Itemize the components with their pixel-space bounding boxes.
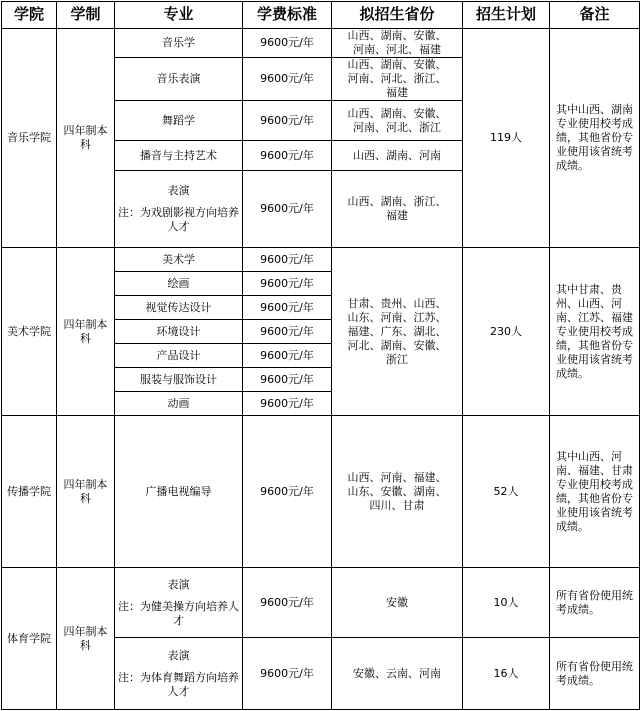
table-row — [2, 416, 640, 568]
provinces-line: 山西、河南、福建、 — [347, 470, 447, 484]
college-cell: 音乐学院 — [2, 29, 57, 248]
major-cell: 视觉传达设计 — [115, 296, 243, 320]
provinces-cell — [332, 58, 463, 101]
plan-cell: 16人 — [463, 638, 550, 710]
provinces-line: 河南、河北、浙江 — [353, 120, 441, 134]
provinces-line: 甘肃、贵州、山西、 — [347, 296, 447, 310]
header-plan: 招生计划 — [463, 2, 550, 29]
provinces-line: 山东、安徽、湖南、 — [347, 484, 447, 498]
major-cell: 绘画 — [115, 272, 243, 296]
tuition-cell: 9600元/年 — [243, 101, 332, 141]
tuition-cell: 9600元/年 — [243, 272, 332, 296]
major-note: 注：为健美操方向培养人才 — [118, 599, 239, 627]
provinces-cell — [332, 101, 463, 141]
remark-cell: 所有省份使用统考成绩。 — [550, 568, 640, 638]
provinces-line: 四川、甘肃 — [369, 498, 425, 512]
plan-cell: 10人 — [463, 568, 550, 638]
tuition-cell: 9600元/年 — [243, 29, 332, 58]
tuition-cell: 9600元/年 — [243, 320, 332, 344]
provinces-line: 山西、湖南、安徽、 — [347, 106, 447, 120]
provinces-line: 山西、湖南、河南 — [353, 148, 441, 162]
header-college: 学院 — [2, 2, 57, 29]
header-provinces: 拟招生省份 — [332, 2, 463, 29]
remark-cell: 其中甘肃、贵州、山西、河南、江苏、福建专业使用校考成绩，其他省份专业使用该省统考成绩。 — [550, 248, 640, 416]
major-cell: 服装与服饰设计 — [115, 368, 243, 392]
major-cell: 音乐表演 — [115, 58, 243, 101]
header-duration: 学制 — [57, 2, 115, 29]
major-name: 表演 — [167, 648, 190, 662]
major-cell: 动画 — [115, 392, 243, 416]
provinces-line: 河南、河北、福建 — [353, 43, 441, 57]
plan-cell: 52人 — [463, 416, 550, 568]
provinces-cell — [332, 171, 463, 248]
major-cell: 美术学 — [115, 248, 243, 272]
provinces-line: 山西、湖南、安徽、 — [347, 29, 447, 42]
remark-cell: 其中山西、河南、福建、甘肃专业使用校考成绩，其他省份专业使用该省统考成绩。 — [550, 416, 640, 568]
tuition-cell: 9600元/年 — [243, 296, 332, 320]
college-cell: 传播学院 — [2, 416, 57, 568]
plan-cell: 119人 — [463, 29, 550, 248]
provinces-line: 河南、河北、浙江、 — [347, 72, 447, 86]
header-remark: 备注 — [550, 2, 640, 29]
major-cell: 舞蹈学 — [115, 101, 243, 141]
provinces-cell — [332, 416, 463, 568]
tuition-cell: 9600元/年 — [243, 171, 332, 248]
tuition-cell: 9600元/年 — [243, 368, 332, 392]
tuition-cell: 9600元/年 — [243, 344, 332, 368]
header-row — [2, 2, 640, 29]
tuition-cell: 9600元/年 — [243, 568, 332, 638]
provinces-cell — [332, 248, 463, 416]
remark-cell: 所有省份使用统考成绩。 — [550, 638, 640, 710]
tuition-cell: 9600元/年 — [243, 638, 332, 710]
major-cell: 产品设计 — [115, 344, 243, 368]
major-note: 注：为体育舞蹈方向培养人才 — [118, 670, 239, 698]
tuition-cell: 9600元/年 — [243, 392, 332, 416]
major-note: 注：为戏剧影视方向培养人才 — [118, 206, 239, 234]
major-name: 表演 — [167, 577, 190, 591]
duration-cell: 四年制本科 — [57, 248, 115, 416]
major-cell: 音乐学 — [115, 29, 243, 58]
header-tuition: 学费标准 — [243, 2, 332, 29]
major-cell — [115, 638, 243, 710]
provinces-line: 山西、湖南、安徽、 — [347, 58, 447, 72]
major-cell — [115, 568, 243, 638]
plan-cell: 230人 — [463, 248, 550, 416]
major-cell: 广播电视编导 — [115, 416, 243, 568]
provinces-line: 福建 — [386, 86, 408, 100]
header-major: 专业 — [115, 2, 243, 29]
college-cell: 体育学院 — [2, 568, 57, 710]
provinces-line: 福建、广东、湖北、 — [347, 324, 447, 338]
provinces-line: 福建 — [386, 209, 408, 223]
table-row — [2, 248, 640, 272]
major-cell — [115, 171, 243, 248]
major-cell: 环境设计 — [115, 320, 243, 344]
remark-cell: 其中山西、湖南专业使用校考成绩，其他省份专业使用该省统考成绩。 — [550, 29, 640, 248]
provinces-line: 山西、湖南、浙江、 — [347, 195, 447, 209]
provinces-cell — [332, 141, 463, 171]
provinces-cell — [332, 29, 463, 58]
table-row — [2, 29, 640, 58]
provinces-line: 山东、河南、江苏、 — [347, 310, 447, 324]
provinces-line: 河北、湖南、安徽、 — [347, 338, 447, 352]
tuition-cell: 9600元/年 — [243, 416, 332, 568]
table-row — [2, 568, 640, 638]
tuition-cell: 9600元/年 — [243, 141, 332, 171]
major-name: 表演 — [167, 184, 190, 198]
tuition-cell: 9600元/年 — [243, 248, 332, 272]
admissions-table — [1, 1, 640, 710]
duration-cell: 四年制本科 — [57, 416, 115, 568]
provinces-cell: 安徽、云南、河南 — [332, 638, 463, 710]
tuition-cell: 9600元/年 — [243, 58, 332, 101]
major-cell: 播音与主持艺术 — [115, 141, 243, 171]
provinces-cell: 安徽 — [332, 568, 463, 638]
duration-cell: 四年制本科 — [57, 29, 115, 248]
provinces-line: 浙江 — [386, 353, 408, 366]
college-cell: 美术学院 — [2, 248, 57, 416]
duration-cell: 四年制本科 — [57, 568, 115, 710]
